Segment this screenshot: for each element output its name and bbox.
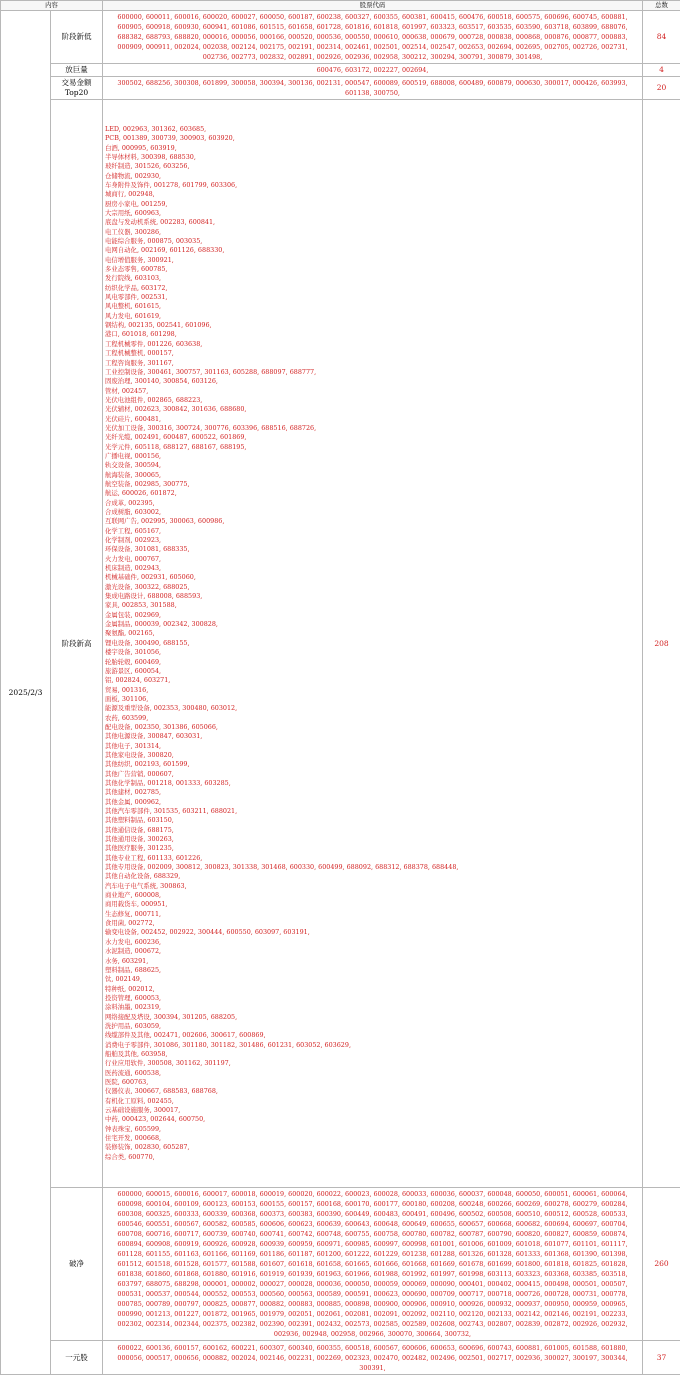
industry-line: 航空装备, 002985, 300775,: [105, 480, 640, 489]
codes-cell: 300502, 688256, 300308, 601899, 300058, 300394, 300136, 002131, 000547, 600089, 600519, 688008, 600489, 600879, 000630, 300017, 000426, 603993, 601138, 300750,: [103, 77, 643, 100]
industry-line: 机械基础件, 002931, 605060,: [105, 573, 640, 582]
industry-line: 固废治理, 300140, 300854, 603126,: [105, 377, 640, 386]
industry-line: 船舶及其他, 603958,: [105, 1050, 640, 1059]
industry-line: 旅游景区, 600054,: [105, 667, 640, 676]
industry-line: 电能综合服务, 000875, 003035,: [105, 237, 640, 246]
industry-line: 集成电路设计, 688008, 688593,: [105, 592, 640, 601]
industry-line: 金属制品, 000039, 002342, 300828,: [105, 620, 640, 629]
total-cell: 20: [643, 77, 680, 100]
industry-line: 合成革, 002395,: [105, 499, 640, 508]
industry-line: 其他家电设备, 300820,: [105, 751, 640, 760]
industry-line: PCB, 001389, 300739, 300903, 603920,: [105, 134, 640, 143]
industry-line: 管材, 002457,: [105, 387, 640, 396]
industry-line: 贸易, 001316,: [105, 686, 640, 695]
category-label: 阶段新低: [51, 11, 103, 64]
industry-line: 其他电子, 301314,: [105, 742, 640, 751]
header-codes: 股票代码: [103, 1, 643, 11]
industry-line: 家具, 002853, 301588,: [105, 601, 640, 610]
industry-line: 底盘与发动机系统, 002283, 600841,: [105, 218, 640, 227]
industry-line: 能源及重型设备, 002353, 300480, 603012,: [105, 704, 640, 713]
industry-line: 钛, 002149,: [105, 975, 640, 984]
industry-line: 光伏辅材, 002623, 300842, 301636, 688680,: [105, 405, 640, 414]
industry-line: 机床制造, 002943,: [105, 564, 640, 573]
industry-line: 其他建材, 002785,: [105, 788, 640, 797]
industry-line: 综合类, 600770,: [105, 1153, 640, 1162]
category-label: 一元股: [51, 1341, 103, 1375]
table-row: [1, 11, 680, 64]
table-row: [1, 1188, 680, 1341]
industry-line: 食用菌, 002772,: [105, 919, 640, 928]
header-content: 内容: [1, 1, 103, 11]
industry-list-cell: [103, 100, 643, 1188]
codes-cell: 600022, 600136, 600157, 600162, 600221, 600307, 600340, 600355, 600518, 600567, 600606, 600653, 600696, 600743, 600881, 601005, 601588, 601880, 000056, 000517, 000656, 000882, 002024, 002146, 002231, 002269, 002323, 002470, 002482, 002496, 002501, 002717, 002936, 300027, 300197, 300344, 300391,: [103, 1341, 643, 1375]
industry-line: 港口, 601018, 601298,: [105, 330, 640, 339]
industry-line: 化学工程, 605167,: [105, 527, 640, 536]
industry-line: 配电设备, 002350, 301386, 605066,: [105, 723, 640, 732]
industry-line: 医院, 600763,: [105, 1078, 640, 1087]
industry-line: 其他医疗服务, 301235,: [105, 844, 640, 853]
industry-line: 轨交设备, 300594,: [105, 461, 640, 470]
industry-line: 住宅开发, 000668,: [105, 1134, 640, 1143]
industry-line: 特种纸, 002012,: [105, 985, 640, 994]
industry-line: 锂电设备, 300490, 688155,: [105, 639, 640, 648]
table-row: [1, 64, 680, 77]
category-label: 阶段新高: [51, 100, 103, 1188]
industry-line: 其他通信设备, 688175,: [105, 826, 640, 835]
industry-line: 面板, 301106,: [105, 695, 640, 704]
industry-line: 消费电子零部件, 301086, 301180, 301182, 301486, 601231, 603052, 603629,: [105, 1041, 640, 1050]
industry-line: 商业地产, 600008,: [105, 891, 640, 900]
industry-line: 火力发电, 000767,: [105, 555, 640, 564]
industry-line: 投资管理, 600053,: [105, 994, 640, 1003]
industry-line: 楼宇设备, 301056,: [105, 648, 640, 657]
industry-line: 环保设备, 301081, 688335,: [105, 545, 640, 554]
industry-line: 其他电源设备, 300847, 603031,: [105, 732, 640, 741]
total-cell: 260: [643, 1188, 680, 1341]
industry-line: 洗护用品, 603059,: [105, 1022, 640, 1031]
industry-line: 发行院线, 603103,: [105, 274, 640, 283]
industry-line: 电工仪器, 300286,: [105, 228, 640, 237]
industry-line: 其他金属, 000962,: [105, 798, 640, 807]
industry-line: 商用载货车, 000951,: [105, 900, 640, 909]
industry-line: 云基础设施服务, 300017,: [105, 1106, 640, 1115]
industry-line: 铝, 002824, 603271,: [105, 676, 640, 685]
industry-line: LED, 002963, 301362, 603685,: [105, 125, 640, 134]
industry-line: 输变电设备, 002452, 002922, 300444, 600550, 603097, 603191,: [105, 928, 640, 937]
industry-line: 其他化学制品, 001218, 001333, 603285,: [105, 779, 640, 788]
industry-line: 行业应用软件, 300508, 301162, 301197,: [105, 1059, 640, 1068]
industry-line: 化学制剂, 002923,: [105, 536, 640, 545]
industry-line: 广播电视, 000156,: [105, 452, 640, 461]
header-total: 总数: [643, 1, 680, 11]
industry-line: 多业态零售, 600785,: [105, 265, 640, 274]
industry-line: 汽车电子电气系统, 300863,: [105, 882, 640, 891]
total-cell: 37: [643, 1341, 680, 1375]
industry-line: 仪器仪表, 300667, 688583, 688768,: [105, 1087, 640, 1096]
industry-line: 工程机械整机, 000157,: [105, 349, 640, 358]
category-label: 放巨量: [51, 64, 103, 77]
industry-line: 仓储物流, 002930,: [105, 172, 640, 181]
industry-line: 轮胎轮毂, 600469,: [105, 658, 640, 667]
industry-line: 工程咨询服务, 301167,: [105, 359, 640, 368]
industry-line: 钢结构, 002135, 002541, 601096,: [105, 321, 640, 330]
industry-line: 车身附件及饰件, 001278, 601799, 603306,: [105, 181, 640, 190]
industry-line: 其他通用设备, 300263,: [105, 835, 640, 844]
industry-line: 光学元件, 605118, 688127, 688167, 688195,: [105, 443, 640, 452]
industry-line: 装修装饰, 002830, 605287,: [105, 1143, 640, 1152]
industry-line: 工业控制设备, 300461, 300757, 301163, 605288, 688097, 688777,: [105, 368, 640, 377]
industry-line: 金属包装, 002969,: [105, 611, 640, 620]
codes-cell: 600000, 600011, 600016, 600020, 600027, 600050, 600187, 600238, 600327, 600355, 600381, 600415, 600476, 600518, 600575, 600696, 600745, 600881, 600905, 600918, 600930, 600941, 601086, 601515, 601658, 601728, 601816, 601818, 601997, 603323, 603517, 603535, 603590, 603718, 603899, 688076, 688382, 688793, 688820, 000016, 000056, 000166, 000520, 000536, 000550, 000610, 000638, 000679, 000728, 000838, 000868, 000876, 000877, 000883, 000909, 000911, 002024, 002038, 002124, 002175, 002191, 002314, 002461, 002501, 002514, 002547, 002653, 002694, 002695, 002705, 002726, 002731, 002736, 002773, 002832, 002891, 002926, 002936, 002958, 300212, 300294, 300791, 300879, 301498,: [103, 11, 643, 64]
industry-line: 医药流通, 600538,: [105, 1069, 640, 1078]
industry-line: 钟表珠宝, 605599,: [105, 1125, 640, 1134]
industry-line: 城商行, 002948,: [105, 190, 640, 199]
industry-line: 水务, 603291,: [105, 957, 640, 966]
industry-line: 水泥制造, 000672,: [105, 947, 640, 956]
industry-line: 风电整机, 601615,: [105, 302, 640, 311]
industry-line: 有机化工原料, 002455,: [105, 1097, 640, 1106]
industry-line: 玻纤制造, 301526, 603256,: [105, 162, 640, 171]
industry-line: 光伏硅片, 600481,: [105, 415, 640, 424]
industry-line: 光伏加工设备, 300316, 300724, 300776, 603396, 688516, 688726,: [105, 424, 640, 433]
industry-line: 涂料油墨, 002319,: [105, 1003, 640, 1012]
industry-line: 电信增值服务, 300921,: [105, 256, 640, 265]
total-cell: 208: [643, 100, 680, 1188]
codes-cell: 600000, 600015, 600016, 600017, 600018, 600019, 600020, 600022, 600023, 600028, 600033, 600036, 600037, 600048, 600050, 600051, 600061, 600064, 600098, 600104, 600109, 600123, 600153, 600155, 600157, 600168, 600170, 600177, 600180, 600208, 600248, 600266, 600269, 600278, 600279, 600284, 600308, 600325, 600333, 600339, 600368, 600373, 600383, 600390, 600449, 600483, 600491, 600496, 600502, 600508, 600510, 600512, 600528, 600533, 600546, 600551, 600567, 600582, 600585, 600606, 600623, 600639, 600643, 600648, 600649, 600655, 600657, 600668, 600682, 600694, 600697, 600704, 600708, 600716, 600717, 600739, 600740, 600741, 600742, 600748, 600755, 600758, 600780, 600782, 600787, 600790, 600820, 600827, 600859, 600874, 600894, 600908, 600919, 600926, 600928, 600939, 600959, 600971, 600985, 600997, 600998, 601001, 601006, 601009, 601018, 601077, 601101, 601117, 601128, 601155, 601163, 601166, 601169, 601186, 601187, 601200, 601222, 601229, 601238, 601288, 601326, 601328, 601333, 601368, 601390, 601398, 601512, 601518, 601528, 601577, 601588, 601607, 601618, 601658, 601665, 601666, 601668, 601669, 601678, 601699, 601800, 601818, 601825, 601828, 601838, 601860, 601868, 601880, 601916, 601919, 601939, 601963, 601966, 601988, 601992, 601997, 601998, 603113, 603323, 603368, 603385, 603518, 603797, 688075, 688298, 000001, 000002, 000027, 000028, 000036, 000050, 000059, 000069, 000090, 000401, 000402, 000415, 000498, 000501, 000507, 000531, 000537, 000544, 000552, 000553, 000560, 000563, 000589, 000591, 000623, 000690, 000709, 000717, 000718, 000726, 000728, 000731, 000778, 000785, 000789, 000797, 000825, 000877, 000882, 000883, 000885, 000898, 000900, 000906, 000910, 000926, 000932, 000937, 000950, 000959, 000965, 000990, 001213, 001227, 001872, 001965, 001979, 002051, 002061, 002081, 002091, 002092, 002110, 002120, 002133, 002142, 002146, 002191, 002233, 002302, 002314, 002344, 002375, 002382, 002390, 002391, 002432, 002573, 002585, 002589, 002608, 002743, 002807, 002839, 002872, 002926, 002932, 002936, 002948, 002958, 002966, 300070, 300664, 300732,: [103, 1188, 643, 1341]
industry-line: 纺织化学品, 603172,: [105, 284, 640, 293]
industry-line: 其他自动化设备, 688329,: [105, 872, 640, 881]
industry-line: 线缆部件及其他, 002471, 002606, 300617, 600869,: [105, 1031, 640, 1040]
total-cell: 84: [643, 11, 680, 64]
industry-line: 光纤光缆, 002491, 600487, 600522, 601869,: [105, 433, 640, 442]
industry-line: 中药, 000423, 002644, 600750,: [105, 1115, 640, 1124]
industry-line: 其他塑料制品, 603150,: [105, 816, 640, 825]
category-label: 破净: [51, 1188, 103, 1341]
total-cell: 4: [643, 64, 680, 77]
industry-line: 电网自动化, 002169, 601126, 688330,: [105, 246, 640, 255]
industry-line: 其他专用设备, 002009, 300812, 300823, 301338, 301468, 600330, 600499, 688092, 688312, 688378, 688448,: [105, 863, 640, 872]
industry-line: 风电零部件, 002531,: [105, 293, 640, 302]
industry-line: 大宗用纸, 600963,: [105, 209, 640, 218]
industry-line: 厨房小家电, 001259,: [105, 200, 640, 209]
industry-line: 聚氨酯, 002165,: [105, 629, 640, 638]
industry-line: 光伏电池组件, 002865, 688223,: [105, 396, 640, 405]
industry-line: 农药, 603599,: [105, 714, 640, 723]
industry-line: 航运, 600026, 601872,: [105, 489, 640, 498]
industry-line: 激光设备, 300322, 688025,: [105, 583, 640, 592]
codes-cell: 600476, 603172, 002227, 002694,: [103, 64, 643, 77]
industry-line: 塑料制品, 688625,: [105, 966, 640, 975]
industry-line: 航海装备, 300065,: [105, 471, 640, 480]
table-row: [1, 77, 680, 100]
industry-line: 网络接配及塔设, 300394, 301205, 688205,: [105, 1013, 640, 1022]
category-label: 交易金额Top20: [51, 77, 103, 100]
industry-line: 其他广告营销, 000607,: [105, 770, 640, 779]
industry-line: 风力发电, 601619,: [105, 312, 640, 321]
industry-line: 半导体材料, 300398, 688530,: [105, 153, 640, 162]
industry-line: 生态修复, 000711,: [105, 910, 640, 919]
industry-line: 工程机械零件, 001226, 603638,: [105, 340, 640, 349]
industry-line: 其他纺织, 002193, 601599,: [105, 760, 640, 769]
industry-line: 其他专业工程, 601133, 601226,: [105, 854, 640, 863]
table-row: [1, 100, 680, 1188]
header-row: [1, 1, 680, 11]
industry-line: 其他汽车零部件, 301535, 603211, 688021,: [105, 807, 640, 816]
industry-line: 白酒, 000995, 603919,: [105, 144, 640, 153]
industry-line: 合成树脂, 603002,: [105, 508, 640, 517]
industry-line: 水力发电, 600236,: [105, 938, 640, 947]
date-cell: 2025/2/3: [1, 11, 51, 1375]
industry-line: 互联网广告, 002995, 300063, 600986,: [105, 517, 640, 526]
